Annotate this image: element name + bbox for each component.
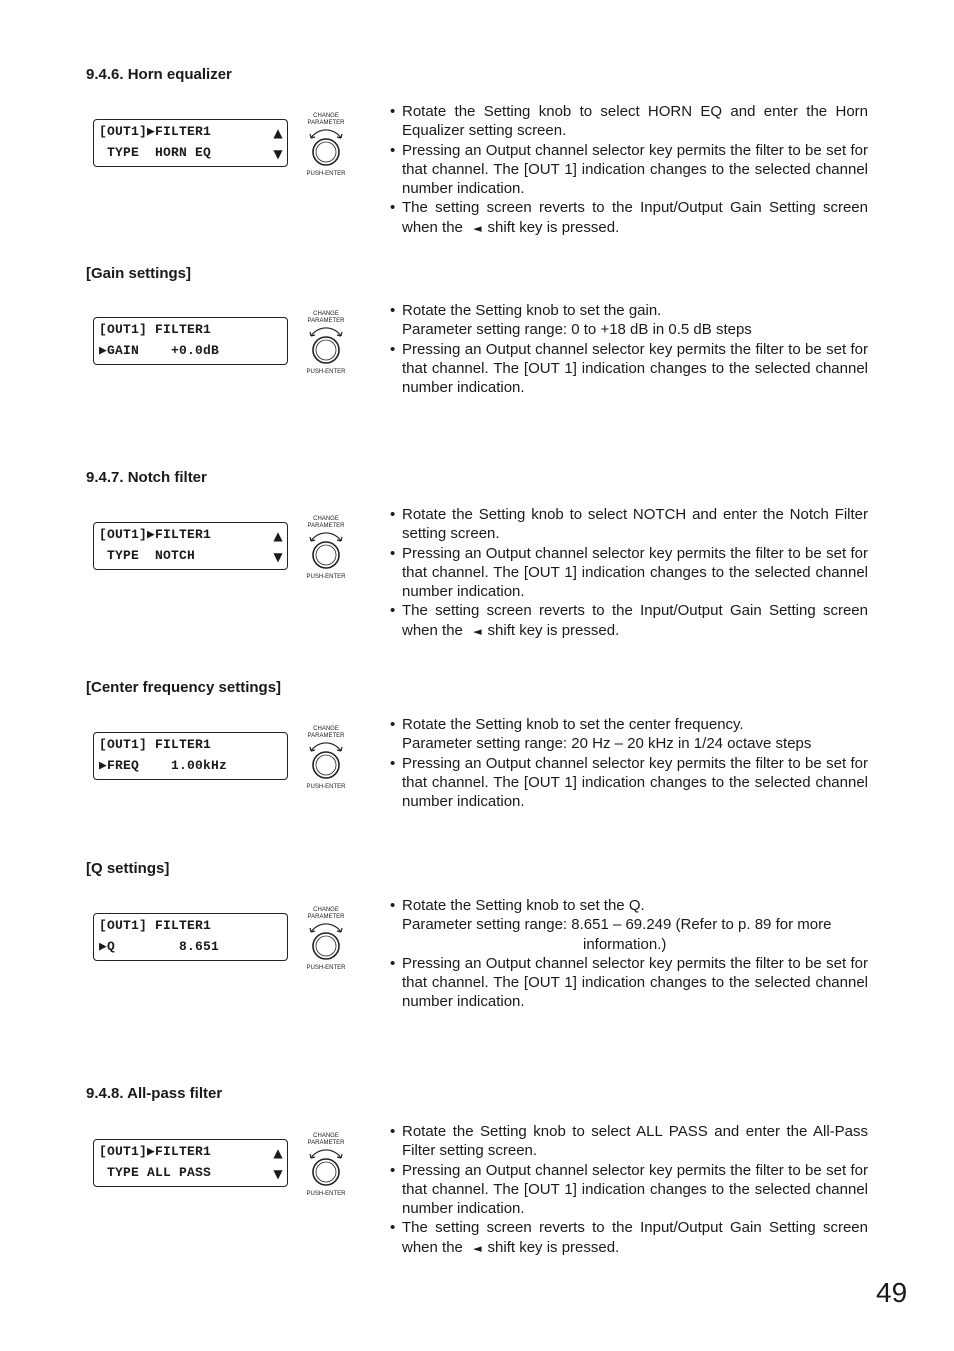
instructions bbox=[390, 896, 868, 1012]
lcd-line-1: [OUT1]▶FILTER1 bbox=[99, 124, 212, 139]
instruction-item: • Pressing an Output channel selector key permits the filter to be set for that channel. The [OUT 1] indication changes to the selected channel number indication. bbox=[390, 954, 868, 1011]
rotary-knob-icon bbox=[305, 920, 347, 962]
knob-label-top: CHANGE PARAMETER bbox=[307, 516, 345, 529]
setting-knob bbox=[300, 1133, 352, 1203]
shift-key-left-arrow-icon: ◄ bbox=[473, 624, 482, 638]
lcd-display bbox=[93, 522, 288, 570]
instruction-item: • Pressing an Output channel selector key permits the filter to be set for that channel. The [OUT 1] indication changes to the selected channel number indication. bbox=[390, 340, 868, 397]
lcd-line-1: [OUT1] FILTER1 bbox=[99, 737, 212, 752]
lcd-line-2: TYPE HORN EQ bbox=[99, 145, 212, 160]
instructions bbox=[390, 301, 868, 397]
knob-label-bottom: PUSH-ENTER bbox=[306, 369, 346, 375]
instruction-item: • Rotate the Setting knob to select NOTCH and enter the Notch Filter setting screen. bbox=[390, 506, 868, 543]
knob-label-bottom: PUSH-ENTER bbox=[306, 784, 346, 790]
setting-knob bbox=[300, 907, 352, 977]
lcd-display bbox=[93, 1139, 288, 1187]
instruction-item: • Rotate the Setting knob to select ALL PASS and enter the All-Pass Filter setting screen. bbox=[390, 1123, 868, 1160]
down-arrow-icon: ▼ bbox=[273, 550, 283, 564]
lcd-line-1: [OUT1]▶FILTER1 bbox=[99, 1144, 212, 1159]
rotary-knob-icon bbox=[305, 126, 347, 168]
instructions bbox=[390, 1122, 868, 1258]
shift-key-left-arrow-icon: ◄ bbox=[473, 1241, 482, 1255]
instruction-item: • The setting screen reverts to the Input/Output Gain Setting screen when the ◄ shift key is pressed. bbox=[390, 1218, 868, 1258]
setting-knob bbox=[300, 516, 352, 586]
lcd-display bbox=[93, 317, 288, 365]
section-heading-gain-settings: [Gain settings] bbox=[86, 265, 192, 282]
up-arrow-icon: ▲ bbox=[273, 1146, 283, 1160]
section-heading-q-settings: [Q settings] bbox=[86, 860, 170, 877]
page-number: 49 bbox=[876, 1277, 908, 1308]
setting-knob bbox=[300, 726, 352, 796]
up-arrow-icon: ▲ bbox=[273, 529, 283, 543]
instruction-item: • The setting screen reverts to the Input/Output Gain Setting screen when the ◄ shift key is pressed. bbox=[390, 198, 868, 238]
lcd-line-1: [OUT1] FILTER1 bbox=[99, 918, 212, 933]
down-arrow-icon: ▼ bbox=[273, 147, 283, 161]
instruction-item: • Rotate the Setting knob to set the Q. Parameter setting range: 8.651 – 69.249 (Refer to p. 89 for more information.) bbox=[390, 896, 868, 954]
rotary-knob-icon bbox=[305, 739, 347, 781]
instruction-item: • Rotate the Setting knob to set the gain. Parameter setting range: 0 to +18 dB in 0.5 dB steps bbox=[390, 301, 868, 340]
knob-label-top: CHANGE PARAMETER bbox=[307, 1133, 345, 1146]
lcd-line-2: ▶GAIN +0.0dB bbox=[99, 343, 220, 358]
section-heading-notch-filter: 9.4.7. Notch filter bbox=[86, 469, 207, 486]
knob-label-top: CHANGE PARAMETER bbox=[307, 726, 345, 739]
instructions bbox=[390, 102, 868, 238]
instruction-item: • Pressing an Output channel selector key permits the filter to be set for that channel. The [OUT 1] indication changes to the selected channel number indication. bbox=[390, 141, 868, 198]
parameter-range: Parameter setting range: 0 to +18 dB in 0.5 dB steps bbox=[402, 321, 752, 339]
section-heading-all-pass-filter: 9.4.8. All-pass filter bbox=[86, 1085, 223, 1102]
rotary-knob-icon bbox=[305, 1146, 347, 1188]
knob-label-bottom: PUSH-ENTER bbox=[306, 171, 346, 177]
lcd-line-2: TYPE NOTCH bbox=[99, 548, 196, 563]
lcd-display bbox=[93, 913, 288, 961]
knob-label-top: CHANGE PARAMETER bbox=[307, 907, 345, 920]
lcd-line-1: [OUT1] FILTER1 bbox=[99, 322, 212, 337]
rotary-knob-icon bbox=[305, 324, 347, 366]
lcd-display bbox=[93, 732, 288, 780]
instruction-item: • Pressing an Output channel selector key permits the filter to be set for that channel. The [OUT 1] indication changes to the selected channel number indication. bbox=[390, 1161, 868, 1218]
parameter-range-continuation: information.) bbox=[583, 935, 667, 953]
lcd-line-1: [OUT1]▶FILTER1 bbox=[99, 527, 212, 542]
knob-label-bottom: PUSH-ENTER bbox=[306, 965, 346, 971]
down-arrow-icon: ▼ bbox=[273, 1167, 283, 1181]
rotary-knob-icon bbox=[305, 529, 347, 571]
knob-label-bottom: PUSH-ENTER bbox=[306, 1191, 346, 1197]
section-heading-center-frequency-settings: [Center frequency settings] bbox=[86, 679, 282, 696]
lcd-display bbox=[93, 119, 288, 167]
lcd-line-2: ▶Q 8.651 bbox=[99, 939, 220, 954]
knob-label-top: CHANGE PARAMETER bbox=[307, 311, 345, 324]
instruction-item: • Rotate the Setting knob to set the center frequency. Parameter setting range: 20 Hz – 20 kHz in 1/24 octave steps bbox=[390, 715, 868, 754]
parameter-range: Parameter setting range: 20 Hz – 20 kHz in 1/24 octave steps bbox=[402, 735, 812, 753]
instruction-item: • Rotate the Setting knob to select HORN EQ and enter the Horn Equalizer setting screen. bbox=[390, 103, 868, 140]
instruction-item: • Pressing an Output channel selector key permits the filter to be set for that channel. The [OUT 1] indication changes to the selected channel number indication. bbox=[390, 544, 868, 601]
knob-label-bottom: PUSH-ENTER bbox=[306, 574, 346, 580]
setting-knob bbox=[300, 113, 352, 183]
lcd-line-2: ▶FREQ 1.00kHz bbox=[99, 758, 228, 773]
shift-key-left-arrow-icon: ◄ bbox=[473, 221, 482, 235]
instruction-item: • The setting screen reverts to the Input/Output Gain Setting screen when the ◄ shift key is pressed. bbox=[390, 601, 868, 641]
setting-knob bbox=[300, 311, 352, 381]
section-heading-horn-equalizer: 9.4.6. Horn equalizer bbox=[86, 66, 232, 83]
instruction-item: • Pressing an Output channel selector key permits the filter to be set for that channel. The [OUT 1] indication changes to the selected channel number indication. bbox=[390, 754, 868, 811]
knob-label-top: CHANGE PARAMETER bbox=[307, 113, 345, 126]
instructions bbox=[390, 505, 868, 641]
parameter-range: Parameter setting range: 8.651 – 69.249 (Refer to p. 89 for more bbox=[402, 916, 832, 934]
instructions bbox=[390, 715, 868, 811]
up-arrow-icon: ▲ bbox=[273, 126, 283, 140]
lcd-line-2: TYPE ALL PASS bbox=[99, 1165, 212, 1180]
